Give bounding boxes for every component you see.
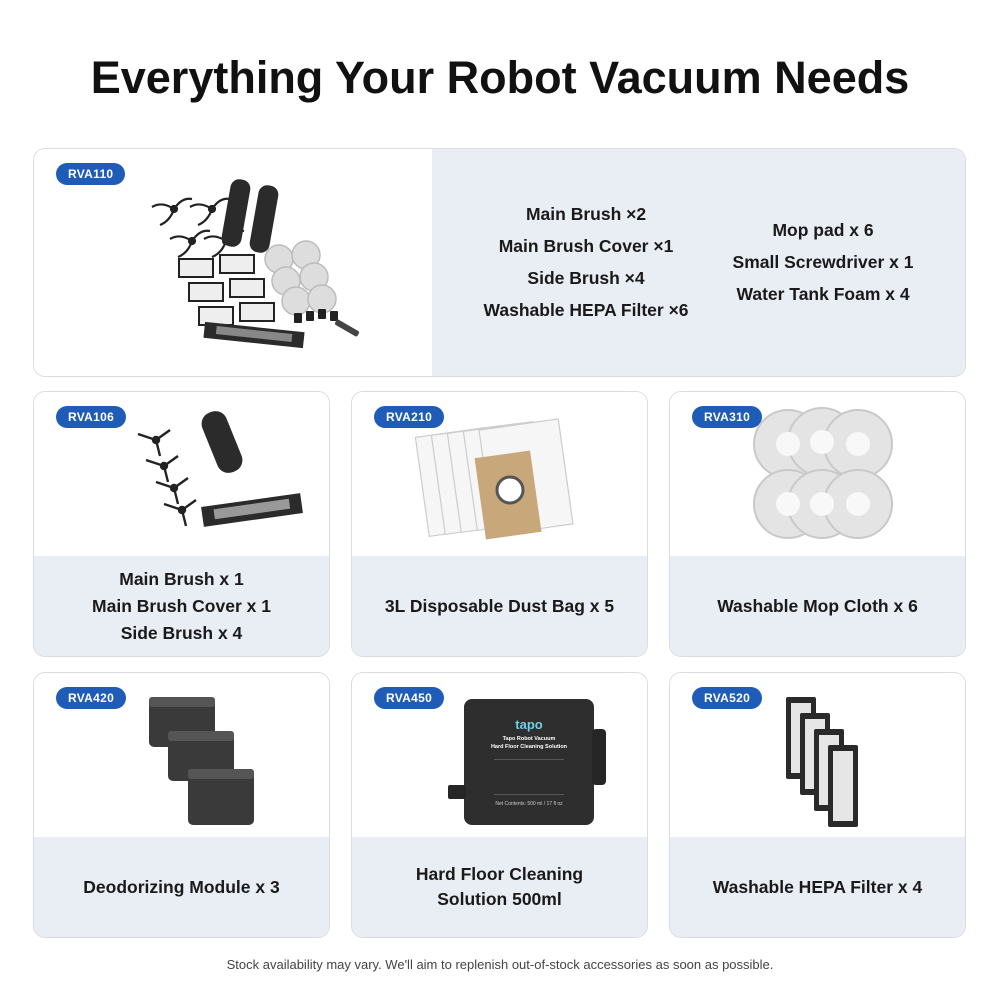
mop-pad-icon [265,241,336,315]
product-card-rva420[interactable] [33,672,330,938]
product-description [352,556,647,656]
product-card-rva110[interactable] [33,148,966,377]
item-line: Water Tank Foam x 4 [736,284,910,304]
item-line: Small Screwdriver x 1 [732,252,914,272]
product-code-badge: RVA210 [374,406,444,428]
item-line: Washable HEPA Filter ×6 [483,300,689,320]
product-card-rva106[interactable] [33,391,330,657]
product-card-rva310[interactable] [669,391,966,657]
product-code-badge: RVA420 [56,687,126,709]
mop-cloth-image [670,392,966,558]
product-code-badge: RVA450 [374,687,444,709]
screwdriver-icon [334,319,360,337]
tank-subtitle: Hard Floor Cleaning Solution [490,744,568,750]
hepa-filter-image [670,673,966,839]
hepa-filter-icon [786,697,858,827]
product-image-area [670,392,965,558]
brush-cover-icon [201,493,303,527]
item-list [83,877,279,898]
product-image-area [34,673,329,839]
product-description [34,837,329,937]
product-description [432,149,965,376]
product-code-badge: RVA520 [692,687,762,709]
item-list [717,596,918,617]
product-image-area [34,149,432,376]
item-line: Main Brush Cover ×1 [498,236,674,256]
item-list [385,596,614,617]
item-line: Mop pad x 6 [772,220,874,240]
tank-handle [592,729,606,785]
item-line: 3L Disposable Dust Bag x 5 [384,595,615,616]
deodorizing-module-image [34,673,330,839]
brush-cover-icon [203,322,304,348]
product-image-area [352,673,647,839]
tank-icons [494,759,564,795]
product-code-badge: RVA110 [56,163,125,185]
main-brush-icon [198,407,246,476]
product-description [670,837,965,937]
item-line: Deodorizing Module x 3 [83,876,280,897]
product-description [670,556,965,656]
hepa-filter-icon [179,255,274,325]
product-image-area [352,392,647,558]
item-list [713,877,922,898]
product-card-rva520[interactable] [669,672,966,938]
item-line: Side Brush ×4 [527,268,645,288]
product-code-badge: RVA106 [56,406,126,428]
item-line: Hard Floor Cleaning [415,864,584,884]
product-image-area [670,673,965,839]
tank-net-contents: Net Contents: 500 ml / 17 fl oz [495,801,563,807]
deodorizing-module-icon [149,697,254,825]
brush-kit-image [34,392,330,558]
item-line: Main Brush x 1 [119,568,244,589]
side-brush-icon [138,430,196,526]
item-line: Main Brush ×2 [525,204,647,224]
product-description [352,837,647,937]
dust-bag-image [352,392,648,558]
stock-disclaimer: Stock availability may vary. We'll aim to replenish out-of-stock accessories as soon as possible. [226,957,774,972]
product-card-rva450[interactable] [351,672,648,938]
item-line: Main Brush Cover x 1 [92,595,271,616]
tank-title: Tapo Robot Vacuum [502,736,556,742]
product-card-rva210[interactable] [351,391,648,657]
cleaning-solution-tank-image [464,699,594,825]
page-title: Everything Your Robot Vacuum Needs [90,52,910,103]
item-line: Solution 500ml [437,889,562,909]
item-line: Washable HEPA Filter x 4 [712,876,923,897]
mop-cloth-icon [754,408,892,538]
item-line: Washable Mop Cloth x 6 [717,595,918,616]
tank-nozzle [448,785,466,799]
product-image-area [34,392,329,558]
item-line: Side Brush x 4 [120,622,243,643]
main-brush-icon [220,178,280,254]
tank-brand: tapo [515,717,543,732]
item-list-extra [733,220,914,305]
product-code-badge: RVA310 [692,406,762,428]
item-list [484,204,689,321]
item-list [416,864,583,910]
accessory-kit-image [34,149,432,377]
item-list [92,569,271,644]
product-description [34,556,329,656]
dust-bag-seal-icon [475,451,542,540]
